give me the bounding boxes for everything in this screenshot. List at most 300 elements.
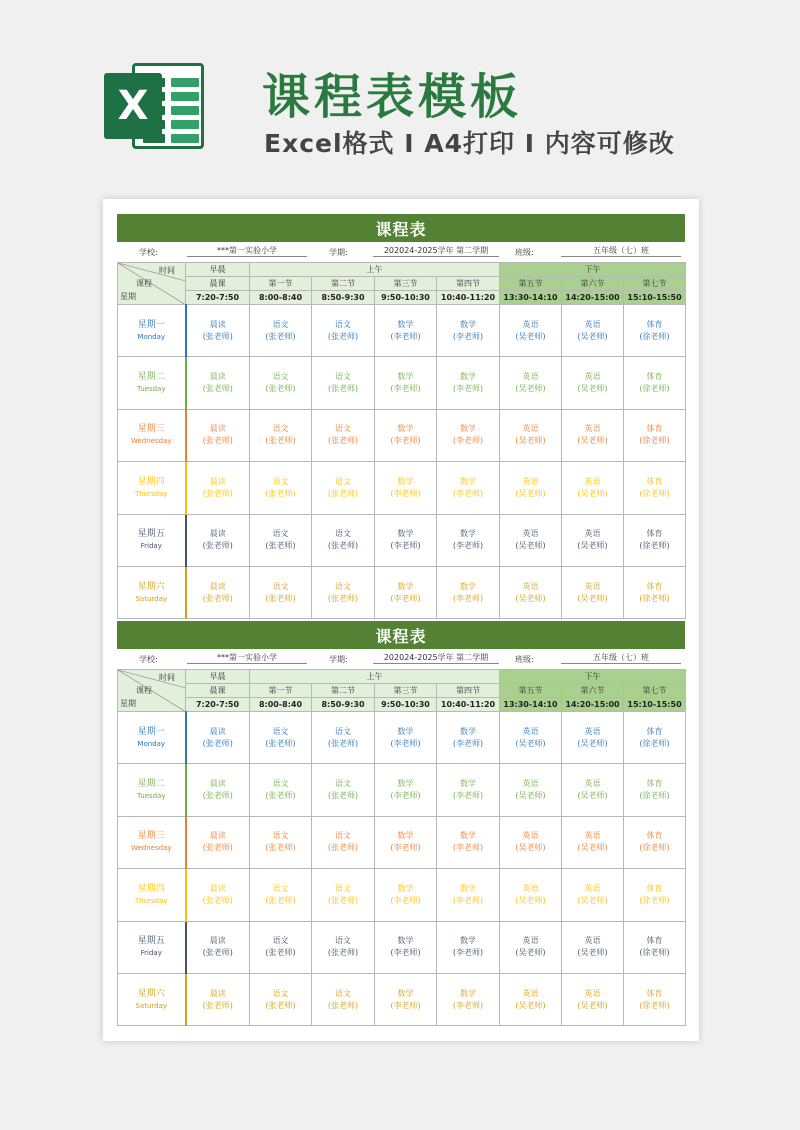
corner-week-label: 星期	[120, 699, 136, 708]
day-name-en: Friday	[140, 949, 162, 958]
course-subject: 语文	[272, 529, 289, 539]
course-teacher: (吴老师)	[577, 488, 608, 498]
course-cell[interactable]	[186, 566, 250, 618]
excel-x-badge: X	[104, 73, 162, 139]
course-teacher: (徐老师)	[639, 384, 670, 394]
pm-group-header: 下午	[500, 263, 686, 277]
course-teacher: (徐老师)	[639, 593, 670, 603]
course-teacher: (张老师)	[202, 948, 233, 958]
course-cell[interactable]	[312, 921, 375, 973]
course-subject: 体育	[646, 779, 663, 789]
course-teacher: (张老师)	[202, 488, 233, 498]
course-teacher: (徐老师)	[639, 488, 670, 498]
course-subject: 语文	[272, 831, 289, 841]
day-name-cn: 星期二	[137, 779, 165, 790]
day-header-cell	[118, 462, 186, 514]
course-teacher: (张老师)	[327, 948, 359, 958]
day-header-cell	[118, 305, 186, 357]
course-cell[interactable]	[437, 921, 500, 973]
course-subject: 数学	[460, 936, 476, 946]
course-cell[interactable]	[250, 514, 312, 566]
term-value[interactable]: 202024-2025学年 第二学期	[373, 652, 499, 664]
course-teacher: (徐老师)	[639, 895, 670, 905]
course-cell[interactable]	[186, 305, 250, 357]
course-teacher: (张老师)	[327, 895, 359, 905]
course-teacher: (吴老师)	[577, 541, 608, 551]
timetable-block-1	[117, 214, 685, 619]
course-teacher: (张老师)	[202, 1000, 233, 1010]
course-subject: 晨读	[209, 424, 226, 434]
course-teacher: (吴老师)	[515, 895, 546, 905]
course-cell[interactable]	[375, 566, 437, 618]
course-cell[interactable]	[186, 921, 250, 973]
course-teacher: (李老师)	[452, 488, 484, 498]
period-time-header	[437, 291, 500, 305]
period-time-text: 13:30-14:10	[503, 699, 558, 709]
period-time-text: 8:00-8:40	[258, 699, 303, 709]
timetable-info-row	[117, 242, 685, 262]
period-time-header	[375, 698, 437, 712]
course-cell[interactable]	[624, 566, 686, 618]
period-name-header: 第七节	[624, 277, 686, 291]
table-row	[118, 357, 686, 409]
course-cell[interactable]	[624, 973, 686, 1025]
course-subject: 数学	[397, 726, 414, 736]
timetable-title-bar: 课程表	[117, 214, 685, 242]
period-name-header: 第四节	[437, 684, 500, 698]
course-cell[interactable]	[186, 764, 250, 816]
course-cell[interactable]	[312, 973, 375, 1025]
course-subject: 语文	[335, 424, 351, 434]
course-subject: 晨读	[209, 779, 226, 789]
course-cell[interactable]	[375, 409, 437, 461]
course-subject: 数学	[397, 883, 414, 893]
course-subject: 体育	[646, 988, 663, 998]
course-cell[interactable]	[250, 869, 312, 921]
table-row	[118, 816, 686, 868]
course-cell[interactable]	[312, 566, 375, 618]
class-value[interactable]: 五年级（七）班	[561, 245, 681, 257]
course-cell[interactable]	[250, 712, 312, 764]
course-subject: 英语	[522, 883, 539, 893]
period-time-header	[500, 698, 562, 712]
timetable-grid	[117, 262, 686, 619]
course-teacher: (张老师)	[327, 1000, 359, 1010]
course-cell[interactable]	[437, 566, 500, 618]
corner-header-cell	[118, 263, 186, 305]
course-teacher: (张老师)	[202, 541, 233, 551]
period-time-text: 14:20-15:00	[565, 292, 620, 302]
class-value[interactable]: 五年级（七）班	[561, 652, 681, 664]
table-row	[118, 514, 686, 566]
course-cell[interactable]	[624, 409, 686, 461]
course-cell[interactable]	[624, 869, 686, 921]
corner-time-label: 时间	[159, 673, 175, 682]
course-cell[interactable]	[437, 764, 500, 816]
course-cell[interactable]	[624, 462, 686, 514]
day-name-en: Wednesday	[130, 844, 172, 853]
course-subject: 晨读	[209, 988, 226, 998]
morning-group-header: 早晨	[186, 263, 250, 277]
period-time-header	[437, 698, 500, 712]
course-subject: 语文	[335, 831, 351, 841]
period-time-text: 10:40-11:20	[440, 699, 496, 709]
school-value[interactable]: ***第一实验小学	[187, 652, 307, 664]
course-teacher: (吴老师)	[515, 593, 546, 603]
course-teacher: (吴老师)	[515, 331, 546, 341]
course-subject: 语文	[272, 988, 289, 998]
course-subject: 数学	[397, 779, 414, 789]
course-teacher: (张老师)	[265, 436, 296, 446]
course-teacher: (吴老师)	[515, 791, 546, 801]
course-cell[interactable]	[562, 869, 624, 921]
course-cell[interactable]	[312, 816, 375, 868]
course-cell[interactable]	[186, 816, 250, 868]
period-name-header: 第六节	[562, 684, 624, 698]
course-teacher: (李老师)	[390, 384, 421, 394]
period-time-header	[562, 291, 624, 305]
course-subject: 语文	[335, 936, 351, 946]
course-teacher: (徐老师)	[639, 331, 670, 341]
course-subject: 英语	[584, 726, 601, 736]
period-time-header	[312, 291, 375, 305]
course-teacher: (徐老师)	[639, 436, 670, 446]
course-cell[interactable]	[437, 973, 500, 1025]
period-time-header	[186, 698, 250, 712]
class-label: 班级:	[515, 655, 534, 664]
pm-group-header: 下午	[500, 670, 686, 684]
course-cell[interactable]	[624, 921, 686, 973]
course-cell[interactable]	[437, 816, 500, 868]
course-subject: 语文	[272, 581, 289, 591]
course-subject: 晨读	[209, 476, 226, 486]
course-teacher: (吴老师)	[577, 948, 608, 958]
course-subject: 英语	[522, 581, 539, 591]
course-cell[interactable]	[375, 869, 437, 921]
table-row	[118, 305, 686, 357]
course-teacher: (李老师)	[390, 843, 421, 853]
course-cell[interactable]	[375, 921, 437, 973]
course-subject: 语文	[335, 779, 351, 789]
course-cell[interactable]	[312, 462, 375, 514]
course-cell[interactable]	[250, 921, 312, 973]
course-cell[interactable]	[250, 305, 312, 357]
course-subject: 体育	[646, 424, 663, 434]
course-subject: 语文	[272, 319, 289, 329]
course-subject: 英语	[522, 424, 539, 434]
document-paper	[103, 199, 699, 1041]
course-cell[interactable]	[312, 712, 375, 764]
period-time-header	[624, 698, 686, 712]
course-cell[interactable]	[375, 712, 437, 764]
course-cell[interactable]	[312, 764, 375, 816]
period-time-text: 8:00-8:40	[258, 292, 303, 302]
course-teacher: (徐老师)	[639, 541, 670, 551]
course-cell[interactable]	[437, 357, 500, 409]
course-cell[interactable]	[562, 712, 624, 764]
course-subject: 晨读	[209, 372, 226, 382]
period-time-text: 8:50-9:30	[321, 292, 365, 302]
course-subject: 语文	[272, 372, 289, 382]
course-cell[interactable]	[437, 514, 500, 566]
course-cell[interactable]	[186, 712, 250, 764]
course-cell[interactable]	[186, 462, 250, 514]
course-teacher: (张老师)	[327, 593, 359, 603]
course-cell[interactable]	[312, 305, 375, 357]
course-teacher: (张老师)	[327, 791, 359, 801]
course-cell[interactable]	[250, 409, 312, 461]
period-name-header: 第七节	[624, 684, 686, 698]
term-value[interactable]: 202024-2025学年 第二学期	[373, 245, 499, 257]
course-cell[interactable]	[186, 357, 250, 409]
course-cell[interactable]	[437, 462, 500, 514]
course-cell[interactable]	[500, 305, 562, 357]
course-cell[interactable]	[312, 514, 375, 566]
course-teacher: (张老师)	[265, 738, 296, 748]
course-cell[interactable]	[312, 409, 375, 461]
course-cell[interactable]	[250, 462, 312, 514]
course-subject: 晨读	[209, 936, 226, 946]
course-teacher: (李老师)	[390, 593, 421, 603]
course-cell[interactable]	[562, 816, 624, 868]
course-teacher: (张老师)	[202, 791, 233, 801]
course-subject: 晨读	[209, 319, 226, 329]
course-cell[interactable]	[500, 566, 562, 618]
course-teacher: (张老师)	[327, 436, 359, 446]
course-cell[interactable]	[312, 357, 375, 409]
course-cell[interactable]	[375, 816, 437, 868]
course-subject: 体育	[646, 476, 663, 486]
course-teacher: (李老师)	[390, 488, 421, 498]
course-subject: 晨读	[209, 581, 226, 591]
course-cell[interactable]	[312, 869, 375, 921]
period-name-header: 第三节	[375, 277, 437, 291]
course-cell[interactable]	[562, 973, 624, 1025]
course-subject: 语文	[335, 581, 351, 591]
course-teacher: (张老师)	[327, 331, 359, 341]
period-time-text: 10:40-11:20	[440, 292, 496, 302]
course-cell[interactable]	[500, 514, 562, 566]
course-subject: 数学	[460, 372, 476, 382]
table-row	[118, 566, 686, 618]
day-name-en: Tuesday	[137, 385, 166, 394]
course-cell[interactable]	[437, 712, 500, 764]
course-teacher: (李老师)	[390, 541, 421, 551]
corner-week-label: 星期	[120, 292, 136, 301]
course-subject: 语文	[272, 476, 289, 486]
course-teacher: (张老师)	[265, 843, 296, 853]
course-teacher: (吴老师)	[515, 948, 546, 958]
course-cell[interactable]	[500, 973, 562, 1025]
day-header-cell	[118, 973, 186, 1025]
day-name-cn: 星期三	[137, 424, 165, 435]
period-time-text: 9:50-10:30	[381, 699, 430, 709]
course-subject: 数学	[460, 424, 476, 434]
course-cell[interactable]	[624, 816, 686, 868]
course-cell[interactable]	[562, 764, 624, 816]
course-cell[interactable]	[500, 764, 562, 816]
course-cell[interactable]	[562, 566, 624, 618]
page-title: 课程表模板	[262, 69, 523, 125]
day-header-cell	[118, 816, 186, 868]
period-name-header: 第一节	[250, 277, 312, 291]
period-name-header: 第一节	[250, 684, 312, 698]
course-cell[interactable]	[500, 462, 562, 514]
course-cell[interactable]	[624, 357, 686, 409]
course-teacher: (李老师)	[452, 791, 484, 801]
period-time-text: 13:30-14:10	[503, 292, 558, 302]
course-subject: 数学	[397, 372, 414, 382]
course-subject: 英语	[584, 831, 601, 841]
course-cell[interactable]	[624, 764, 686, 816]
course-cell[interactable]	[624, 514, 686, 566]
course-teacher: (李老师)	[390, 791, 421, 801]
course-subject: 数学	[397, 831, 414, 841]
course-subject: 英语	[522, 936, 539, 946]
course-cell[interactable]	[562, 357, 624, 409]
am-group-header: 上午	[250, 670, 500, 684]
day-name-en: Friday	[140, 542, 162, 551]
timetable-grid	[117, 669, 686, 1026]
course-subject: 英语	[584, 936, 601, 946]
course-subject: 体育	[646, 883, 663, 893]
course-cell[interactable]	[375, 973, 437, 1025]
course-cell[interactable]	[562, 462, 624, 514]
course-teacher: (李老师)	[452, 895, 484, 905]
course-subject: 英语	[584, 319, 601, 329]
course-subject: 语文	[335, 372, 351, 382]
course-cell[interactable]	[500, 409, 562, 461]
course-cell[interactable]	[437, 869, 500, 921]
day-header-cell	[118, 921, 186, 973]
course-subject: 晨读	[209, 831, 226, 841]
course-teacher: (张老师)	[202, 843, 233, 853]
page-subtitle: Excel格式 I A4打印 I 内容可修改	[264, 129, 675, 158]
course-cell[interactable]	[186, 409, 250, 461]
course-cell[interactable]	[250, 357, 312, 409]
course-cell[interactable]	[624, 305, 686, 357]
course-cell[interactable]	[250, 764, 312, 816]
course-cell[interactable]	[437, 305, 500, 357]
course-teacher: (徐老师)	[639, 791, 670, 801]
course-teacher: (张老师)	[202, 895, 233, 905]
course-teacher: (张老师)	[265, 1000, 296, 1010]
course-teacher: (徐老师)	[639, 1000, 670, 1010]
period-name-header: 第三节	[375, 684, 437, 698]
course-subject: 语文	[272, 936, 289, 946]
course-teacher: (李老师)	[390, 1000, 421, 1010]
course-cell[interactable]	[375, 764, 437, 816]
course-cell[interactable]	[437, 409, 500, 461]
excel-logo-icon	[104, 59, 204, 153]
course-cell[interactable]	[375, 305, 437, 357]
course-cell[interactable]	[375, 462, 437, 514]
course-subject: 数学	[460, 726, 476, 736]
course-subject: 体育	[646, 319, 663, 329]
course-subject: 晨读	[209, 726, 226, 736]
period-time-text: 14:20-15:00	[565, 699, 620, 709]
course-subject: 体育	[646, 529, 663, 539]
course-teacher: (李老师)	[390, 738, 421, 748]
course-cell[interactable]	[186, 514, 250, 566]
course-teacher: (张老师)	[202, 331, 233, 341]
course-teacher: (张老师)	[265, 384, 296, 394]
course-subject: 数学	[460, 319, 476, 329]
period-name-header: 第二节	[312, 277, 375, 291]
course-cell[interactable]	[250, 816, 312, 868]
course-subject: 英语	[522, 988, 539, 998]
course-cell[interactable]	[562, 409, 624, 461]
course-cell[interactable]	[500, 921, 562, 973]
course-teacher: (李老师)	[390, 948, 421, 958]
course-teacher: (李老师)	[390, 436, 421, 446]
course-cell[interactable]	[375, 357, 437, 409]
corner-time-label: 时间	[159, 266, 175, 275]
course-cell[interactable]	[186, 973, 250, 1025]
course-teacher: (张老师)	[327, 384, 359, 394]
course-cell[interactable]	[500, 357, 562, 409]
am-group-header: 上午	[250, 263, 500, 277]
course-subject: 语文	[335, 476, 351, 486]
course-cell[interactable]	[186, 869, 250, 921]
course-cell[interactable]	[250, 566, 312, 618]
course-teacher: (张老师)	[265, 488, 296, 498]
course-subject: 体育	[646, 726, 663, 736]
course-teacher: (张老师)	[327, 541, 359, 551]
day-header-cell	[118, 764, 186, 816]
corner-header-cell	[118, 670, 186, 712]
table-row	[118, 973, 686, 1025]
course-subject: 英语	[522, 831, 539, 841]
course-cell[interactable]	[562, 305, 624, 357]
course-subject: 数学	[460, 529, 476, 539]
table-row	[118, 921, 686, 973]
day-header-cell	[118, 869, 186, 921]
course-cell[interactable]	[500, 816, 562, 868]
period-name-header: 第六节	[562, 277, 624, 291]
course-subject: 语文	[335, 529, 351, 539]
day-header-cell	[118, 514, 186, 566]
course-cell[interactable]	[500, 712, 562, 764]
course-subject: 体育	[646, 936, 663, 946]
period-name-header: 第四节	[437, 277, 500, 291]
course-subject: 数学	[460, 476, 476, 486]
period-time-text: 7:20-7:50	[195, 292, 240, 302]
day-header-cell	[118, 409, 186, 461]
course-teacher: (吴老师)	[577, 593, 608, 603]
day-name-cn: 星期一	[137, 319, 165, 330]
course-subject: 数学	[397, 319, 414, 329]
day-name-cn: 星期三	[137, 831, 165, 842]
course-subject: 英语	[584, 883, 601, 893]
course-cell[interactable]	[500, 869, 562, 921]
course-teacher: (李老师)	[452, 541, 484, 551]
course-subject: 语文	[335, 726, 351, 736]
day-name-en: Monday	[137, 739, 166, 748]
course-subject: 数学	[397, 936, 414, 946]
course-teacher: (李老师)	[390, 895, 421, 905]
course-cell[interactable]	[624, 712, 686, 764]
course-teacher: (张老师)	[265, 948, 296, 958]
course-cell[interactable]	[375, 514, 437, 566]
course-cell[interactable]	[250, 973, 312, 1025]
day-name-en: Saturday	[135, 1001, 168, 1010]
course-teacher: (吴老师)	[577, 1000, 608, 1010]
school-value[interactable]: ***第一实验小学	[187, 245, 307, 257]
course-cell[interactable]	[562, 921, 624, 973]
course-subject: 英语	[522, 319, 539, 329]
course-cell[interactable]	[562, 514, 624, 566]
